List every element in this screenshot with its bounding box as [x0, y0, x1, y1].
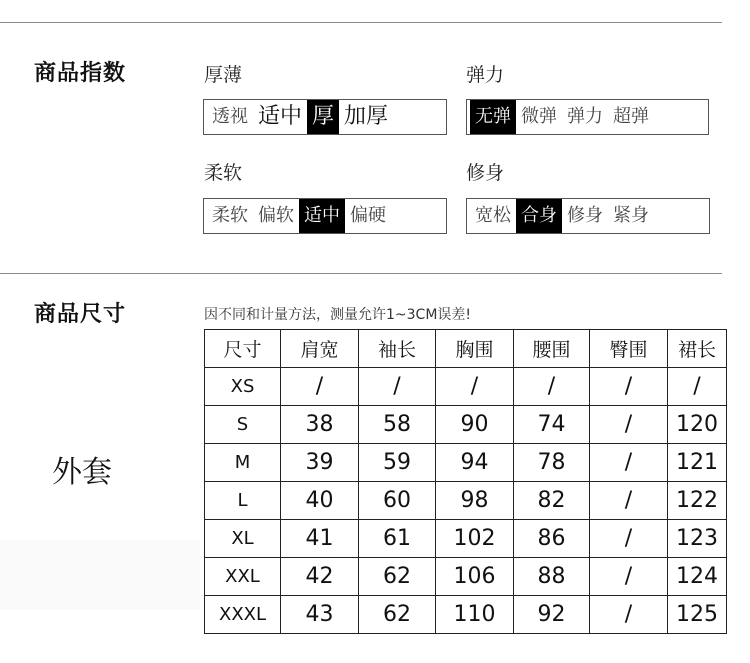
table-cell: 88 [514, 558, 590, 596]
softness-option: 柔软 [212, 205, 248, 226]
table-cell: 38 [281, 406, 359, 444]
table-cell: 61 [359, 520, 436, 558]
table-cell: 62 [359, 558, 436, 596]
table-cell: 74 [514, 406, 590, 444]
thickness-option: 适中 [258, 104, 303, 129]
header-cell: 裙长 [668, 330, 727, 368]
elasticity-option-selected: 无弹 [470, 100, 516, 134]
header-cell: 胸围 [436, 330, 514, 368]
attr-label-thickness: 厚薄 [204, 64, 243, 86]
elasticity-option: 弹力 [567, 106, 603, 127]
table-cell: 59 [359, 444, 436, 482]
table-cell: / [590, 444, 668, 482]
table-cell: / [590, 406, 668, 444]
softness-option: 偏软 [258, 205, 294, 226]
fit-option: 修身 [567, 205, 603, 226]
size-cell: XXL [205, 558, 281, 596]
table-cell: / [359, 368, 436, 406]
table-cell: 41 [281, 520, 359, 558]
softness-scale [203, 198, 447, 234]
fit-option-selected: 合身 [516, 199, 562, 233]
table-row [205, 596, 727, 634]
background-band [0, 540, 200, 610]
table-cell: 60 [359, 482, 436, 520]
table-cell: 98 [436, 482, 514, 520]
size-cell: XS [205, 368, 281, 406]
table-header-row [205, 330, 727, 368]
header-cell: 腰围 [514, 330, 590, 368]
table-row [205, 520, 727, 558]
table-cell: / [281, 368, 359, 406]
fit-option: 宽松 [475, 205, 511, 226]
table-row [205, 482, 727, 520]
elasticity-scale [466, 99, 709, 135]
fit-option: 紧身 [613, 205, 649, 226]
thickness-option: 透视 [212, 106, 248, 127]
table-cell: 78 [514, 444, 590, 482]
attr-label-fit: 修身 [466, 162, 505, 184]
size-cell: XL [205, 520, 281, 558]
table-cell: 92 [514, 596, 590, 634]
table-cell: 62 [359, 596, 436, 634]
size-section-title: 商品尺寸 [34, 302, 127, 327]
table-cell: 58 [359, 406, 436, 444]
softness-option-selected: 适中 [299, 199, 345, 233]
table-cell: 120 [668, 406, 727, 444]
table-cell: 42 [281, 558, 359, 596]
table-cell: / [590, 482, 668, 520]
table-cell: 40 [281, 482, 359, 520]
attr-label-softness: 柔软 [204, 162, 243, 184]
size-cell: L [205, 482, 281, 520]
elasticity-option: 微弹 [521, 106, 557, 127]
table-cell: 102 [436, 520, 514, 558]
softness-option: 偏硬 [350, 205, 386, 226]
table-cell: 86 [514, 520, 590, 558]
table-cell: / [590, 558, 668, 596]
table-cell: 124 [668, 558, 727, 596]
table-cell: 94 [436, 444, 514, 482]
size-cell: M [205, 444, 281, 482]
header-cell: 臀围 [590, 330, 668, 368]
table-row [205, 444, 727, 482]
table-cell: 110 [436, 596, 514, 634]
table-row [205, 368, 727, 406]
table-cell: / [514, 368, 590, 406]
top-divider [0, 22, 722, 23]
thickness-scale [203, 99, 447, 135]
table-cell: 123 [668, 520, 727, 558]
table-cell: / [668, 368, 727, 406]
table-cell: / [590, 596, 668, 634]
table-cell: / [590, 520, 668, 558]
middle-divider [0, 273, 722, 274]
header-cell: 尺寸 [205, 330, 281, 368]
attr-label-elasticity: 弹力 [466, 64, 505, 86]
index-section-title: 商品指数 [34, 61, 127, 86]
thickness-option-selected: 厚 [307, 100, 339, 134]
table-cell: 82 [514, 482, 590, 520]
table-cell: / [590, 368, 668, 406]
table-cell: 43 [281, 596, 359, 634]
measurement-note: 因不同和计量方法，测量允许1~3CM误差! [204, 307, 472, 323]
header-cell: 袖长 [359, 330, 436, 368]
table-cell: 122 [668, 482, 727, 520]
table-cell: 90 [436, 406, 514, 444]
table-cell: 121 [668, 444, 727, 482]
table-cell: / [436, 368, 514, 406]
thickness-option: 加厚 [344, 104, 389, 129]
size-cell: S [205, 406, 281, 444]
size-cell: XXXL [205, 596, 281, 634]
elasticity-option: 超弹 [613, 106, 649, 127]
table-row [205, 558, 727, 596]
garment-category: 外套 [52, 455, 112, 490]
header-cell: 肩宽 [281, 330, 359, 368]
table-cell: 125 [668, 596, 727, 634]
table-cell: 106 [436, 558, 514, 596]
size-table [204, 329, 727, 634]
table-cell: 39 [281, 444, 359, 482]
table-row [205, 406, 727, 444]
fit-scale [466, 198, 710, 234]
